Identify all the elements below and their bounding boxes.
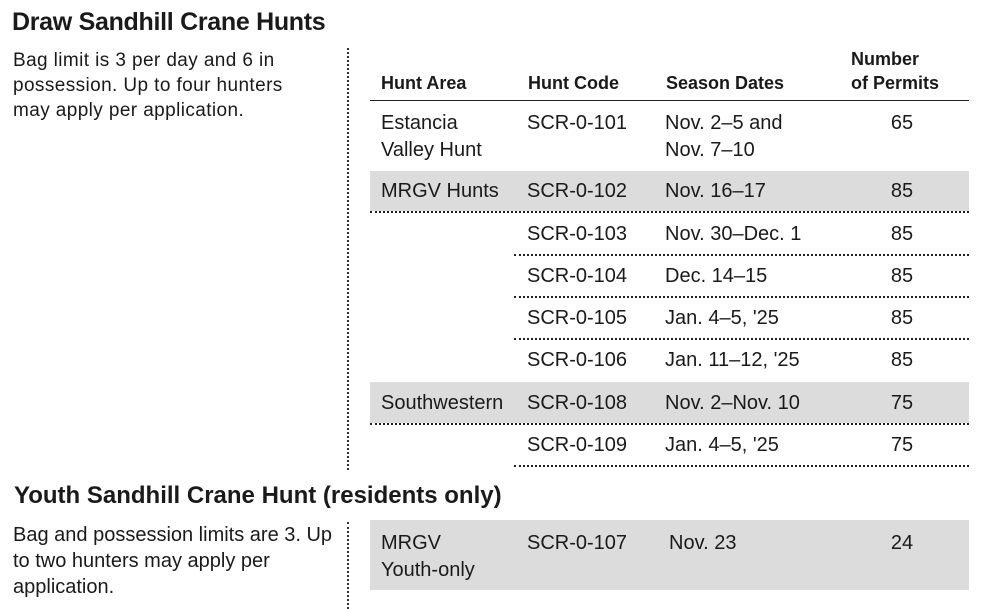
row-6-dates: Nov. 2–Nov. 10 bbox=[665, 392, 800, 414]
row-2-dates: Nov. 30–Dec. 1 bbox=[665, 223, 802, 245]
row-3-divider bbox=[514, 296, 969, 298]
row-1-dates: Nov. 16–17 bbox=[665, 180, 766, 202]
row-1-divider bbox=[370, 211, 969, 213]
row-5-dates: Jan. 11–12, '25 bbox=[665, 349, 800, 371]
row-2-code: SCR-0-103 bbox=[527, 223, 628, 245]
row-0-dates-line1: Nov. 2–5 and bbox=[665, 112, 783, 134]
row-6-permits: 75 bbox=[890, 392, 914, 414]
row-4-dates: Jan. 4–5, '25 bbox=[665, 307, 779, 329]
youth-dates: Nov. 23 bbox=[669, 532, 737, 554]
youth-area-line2: Youth-only bbox=[381, 559, 475, 581]
youth-hunt-title: Youth Sandhill Crane Hunt (residents only) bbox=[14, 482, 502, 509]
header-permits-line2: of Permits bbox=[851, 73, 940, 93]
row-4-permits: 85 bbox=[890, 307, 914, 329]
row-6-area: Southwestern bbox=[381, 392, 504, 414]
youth-bag-limit-note: Bag and possession limits are 3. Up to two hunters may apply per application. bbox=[13, 524, 333, 598]
row-4-divider bbox=[514, 338, 969, 340]
draw-hunts-title bbox=[12, 8, 325, 37]
row-6-divider bbox=[370, 423, 969, 425]
row-1-permits: 85 bbox=[890, 180, 914, 202]
row-0-dates-line2: Nov. 7–10 bbox=[665, 139, 755, 161]
youth-permits: 24 bbox=[890, 532, 914, 554]
row-0-area-line2: Valley Hunt bbox=[381, 139, 482, 161]
row-1-area: MRGV Hunts bbox=[381, 180, 499, 202]
draw-bag-limit-note: Bag limit is 3 per day and 6 in possession. Up to four hunters may apply per application. bbox=[13, 50, 283, 121]
row-7-permits: 75 bbox=[890, 434, 914, 456]
row-7-code: SCR-0-109 bbox=[527, 434, 628, 456]
row-3-permits: 85 bbox=[890, 265, 914, 287]
row-4-code: SCR-0-105 bbox=[527, 307, 628, 329]
row-5-permits: 85 bbox=[890, 349, 914, 371]
row-0-permits: 65 bbox=[890, 112, 914, 134]
row-3-code: SCR-0-104 bbox=[527, 265, 628, 287]
header-rule bbox=[370, 100, 969, 101]
youth-code: SCR-0-107 bbox=[527, 532, 628, 554]
row-2-permits: 85 bbox=[890, 223, 914, 245]
draw-title-part1: Draw bbox=[12, 8, 72, 36]
draw-vertical-divider bbox=[347, 48, 349, 470]
row-2-divider bbox=[514, 254, 969, 256]
header-hunt-code: Hunt Code bbox=[528, 73, 619, 93]
row-7-dates: Jan. 4–5, '25 bbox=[665, 434, 779, 456]
youth-vertical-divider bbox=[347, 522, 349, 609]
header-season-dates: Season Dates bbox=[666, 73, 785, 93]
row-5-code: SCR-0-106 bbox=[527, 349, 628, 371]
row-6-code: SCR-0-108 bbox=[527, 392, 628, 414]
row-3-dates: Dec. 14–15 bbox=[665, 265, 768, 287]
header-permits-line1: Number bbox=[851, 49, 920, 69]
row-0-area-line1: Estancia bbox=[381, 112, 458, 134]
row-1-code: SCR-0-102 bbox=[527, 180, 628, 202]
row-7-divider bbox=[514, 465, 969, 467]
row-0-code: SCR-0-101 bbox=[527, 112, 628, 134]
draw-title-part2: Sandhill Crane Hunts bbox=[78, 8, 326, 36]
youth-area-line1: MRGV bbox=[381, 532, 441, 554]
header-hunt-area: Hunt Area bbox=[381, 73, 467, 93]
